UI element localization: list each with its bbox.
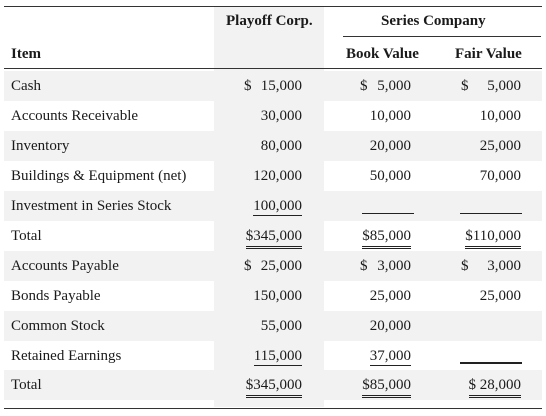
amount-fair: $110,000 [465, 227, 521, 249]
amount-playoff: 25,000 [260, 258, 302, 274]
amount-playoff: 100,000 [253, 198, 302, 214]
header-item: Item [11, 46, 41, 62]
amount-fair: 25,000 [479, 138, 521, 154]
blank-underline [460, 213, 522, 214]
series-company-underline [343, 36, 541, 37]
row-label: Inventory [11, 138, 70, 154]
amount-fair: $ 28,000 [469, 376, 522, 398]
header-playoff-corp: Playoff Corp. [226, 13, 313, 29]
amount-book: 3,000 [377, 258, 411, 274]
amount-playoff: $345,000 [246, 376, 302, 398]
row-label: Accounts Receivable [11, 108, 139, 124]
currency-symbol: $ [244, 78, 252, 94]
amount-book: 10,000 [369, 108, 411, 124]
table-row [4, 191, 542, 221]
row-label: Total [11, 377, 42, 393]
row-label: Cash [11, 78, 41, 94]
amount-fair: 25,000 [479, 288, 521, 304]
header-series-company: Series Company [381, 13, 486, 29]
currency-symbol: $ [244, 258, 252, 274]
amount-book: 25,000 [369, 288, 411, 304]
blank-underline [460, 363, 522, 364]
row-label: Common Stock [11, 318, 105, 334]
table-row [4, 161, 542, 191]
amount-playoff: $345,000 [246, 227, 302, 249]
amount-fair: 70,000 [479, 168, 521, 184]
table-row [4, 131, 542, 161]
table-row [4, 341, 542, 371]
table-row [4, 251, 542, 281]
amount-playoff: 15,000 [260, 78, 302, 94]
table-row [4, 370, 542, 400]
amount-fair: 5,000 [487, 78, 521, 94]
header-book-value: Book Value [346, 46, 419, 62]
amount-book: $85,000 [362, 227, 411, 249]
row-label: Investment in Series Stock [11, 198, 172, 214]
blank-underline [460, 362, 522, 363]
amount-book: 20,000 [369, 138, 411, 154]
row-label: Retained Earnings [11, 348, 122, 364]
table-row [4, 71, 542, 101]
currency-symbol: $ [360, 78, 368, 94]
table-row [4, 101, 542, 131]
amount-book: 37,000 [369, 348, 411, 364]
table-row [4, 311, 542, 341]
amount-playoff: 80,000 [260, 138, 302, 154]
row-label: Total [11, 228, 42, 244]
amount-fair: 3,000 [487, 258, 521, 274]
amount-book: 50,000 [369, 168, 411, 184]
header-rule [4, 68, 542, 69]
amount-playoff: 55,000 [260, 318, 302, 334]
amount-book: $85,000 [362, 376, 411, 398]
row-label: Accounts Payable [11, 258, 119, 274]
amount-playoff: 30,000 [260, 108, 302, 124]
amount-playoff: 115,000 [253, 348, 302, 364]
blank-underline [362, 213, 414, 214]
bottom-rule [4, 408, 542, 409]
amount-playoff: 120,000 [253, 168, 302, 184]
amount-fair: 10,000 [479, 108, 521, 124]
amount-playoff: 150,000 [253, 288, 302, 304]
row-label: Buildings & Equipment (net) [11, 168, 187, 184]
currency-symbol: $ [461, 78, 469, 94]
table-row [4, 281, 542, 311]
header-fair-value: Fair Value [455, 46, 522, 62]
row-label: Bonds Payable [11, 288, 101, 304]
currency-symbol: $ [360, 258, 368, 274]
amount-book: 5,000 [377, 78, 411, 94]
amount-book: 20,000 [369, 318, 411, 334]
table-row [4, 221, 542, 251]
currency-symbol: $ [461, 258, 469, 274]
